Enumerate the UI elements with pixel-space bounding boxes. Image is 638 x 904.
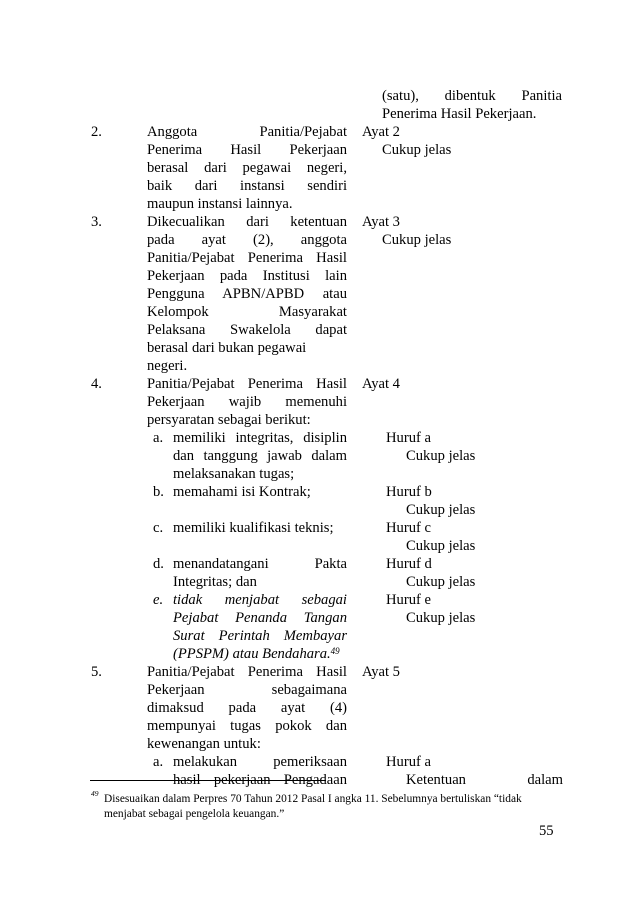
sub-5a-line-2: hasil pekerjaan Pengadaan [173, 772, 347, 788]
item-2-line-2: Penerima Hasil Pekerjaan [147, 142, 347, 158]
sub-4e-line-3: Surat Perintah Membayar [173, 628, 347, 644]
item-4-line-2: Pekerjaan wajib memenuhi [147, 394, 347, 410]
item-5-line-4: mempunyai tugas pokok dan [147, 718, 347, 734]
huruf-e-heading: Huruf e [386, 592, 431, 608]
page-number: 55 [539, 823, 554, 839]
sub-4d-line-1: menandatangani Pakta [173, 556, 347, 572]
sub-4a-line-1: memiliki integritas, disiplin [173, 430, 347, 446]
huruf-a-heading: Huruf a [386, 430, 431, 446]
sub-4b-letter: b. [153, 484, 164, 500]
footnote-rule [90, 780, 326, 781]
sub-4c-letter: c. [153, 520, 164, 536]
huruf-d-text: Cukup jelas [406, 574, 476, 590]
item-5-line-2: Pekerjaan sebagaimana [147, 682, 347, 698]
item-3-line-3: Panitia/Pejabat Penerima Hasil [147, 250, 347, 266]
ayat-3-heading: Ayat 3 [362, 214, 400, 230]
right-top-line-2: Penerima Hasil Pekerjaan. [382, 106, 537, 122]
sub-4d-line-2: Integritas; dan [173, 574, 257, 590]
sub-4b-line-1: memahami isi Kontrak; [173, 484, 311, 500]
huruf-b-heading: Huruf b [386, 484, 432, 500]
sub-5a-line-1: melakukan pemeriksaan [173, 754, 347, 770]
item-2-line-3: berasal dari pegawai negeri, [147, 160, 347, 176]
huruf-d-heading: Huruf d [386, 556, 432, 572]
item-3-line-5: Pengguna APBN/APBD atau [147, 286, 347, 302]
item-3-line-6: Kelompok Masyarakat [147, 304, 347, 320]
item-5-line-5: kewenangan untuk: [147, 736, 261, 752]
huruf-a-text: Cukup jelas [406, 448, 476, 464]
item-4-number: 4. [91, 376, 102, 392]
right-top-line-1: (satu), dibentuk Panitia [382, 88, 562, 104]
item-3-line-7: Pelaksana Swakelola dapat [147, 322, 347, 338]
huruf-a5-text: Ketentuan dalam [406, 772, 563, 788]
item-5-number: 5. [91, 664, 102, 680]
item-5-line-3: dimaksud pada ayat (4) [147, 700, 347, 716]
item-3-line-9: negeri. [147, 358, 188, 374]
item-2-line-4: baik dari instansi sendiri [147, 178, 347, 194]
footnote-reference: 49 [330, 646, 340, 656]
huruf-b-text: Cukup jelas [406, 502, 476, 518]
item-3-line-8: berasal dari bukan pegawai [147, 340, 307, 356]
sub-4a-line-3: melaksanakan tugas; [173, 466, 295, 482]
huruf-c-heading: Huruf c [386, 520, 431, 536]
item-2-number: 2. [91, 124, 102, 140]
ayat-4-heading: Ayat 4 [362, 376, 400, 392]
ayat-3-text: Cukup jelas [382, 232, 452, 248]
item-3-number: 3. [91, 214, 102, 230]
ayat-5-heading: Ayat 5 [362, 664, 400, 680]
item-5-line-1: Panitia/Pejabat Penerima Hasil [147, 664, 347, 680]
sub-4e-line-4-text: (PPSPM) atau Bendahara. [173, 646, 331, 662]
sub-4d-letter: d. [153, 556, 164, 572]
item-2-line-5: maupun instansi lainnya. [147, 196, 293, 212]
sub-4e-line-4 [173, 645, 340, 663]
item-4-line-3: persyaratan sebagai berikut: [147, 412, 311, 428]
sub-4e-letter: e. [153, 592, 164, 608]
item-3-line-2: pada ayat (2), anggota [147, 232, 347, 248]
ayat-2-heading: Ayat 2 [362, 124, 400, 140]
huruf-a5-heading: Huruf a [386, 754, 431, 770]
sub-4a-line-2: dan tanggung jawab dalam [173, 448, 347, 464]
footnote-marker: 49 [91, 789, 99, 798]
item-3-line-1: Dikecualikan dari ketentuan [147, 214, 347, 230]
footnote-line-2: menjabat sebagai pengelola keuangan.” [104, 808, 285, 820]
sub-4a-letter: a. [153, 430, 164, 446]
huruf-e-text: Cukup jelas [406, 610, 476, 626]
sub-5a-letter: a. [153, 754, 164, 770]
sub-4e-line-2: Pejabat Penanda Tangan [173, 610, 347, 626]
item-3-line-4: Pekerjaan pada Institusi lain [147, 268, 347, 284]
item-2-line-1: Anggota Panitia/Pejabat [147, 124, 347, 140]
item-4-line-1: Panitia/Pejabat Penerima Hasil [147, 376, 347, 392]
huruf-c-text: Cukup jelas [406, 538, 476, 554]
sub-4e-line-1: tidak menjabat sebagai [173, 592, 347, 608]
footnote-line-1: Disesuaikan dalam Perpres 70 Tahun 2012 Pasal I angka 11. Sebelumnya bertuliskan “tidak [104, 793, 522, 805]
sub-4c-line-1: memiliki kualifikasi teknis; [173, 520, 334, 536]
ayat-2-text: Cukup jelas [382, 142, 452, 158]
